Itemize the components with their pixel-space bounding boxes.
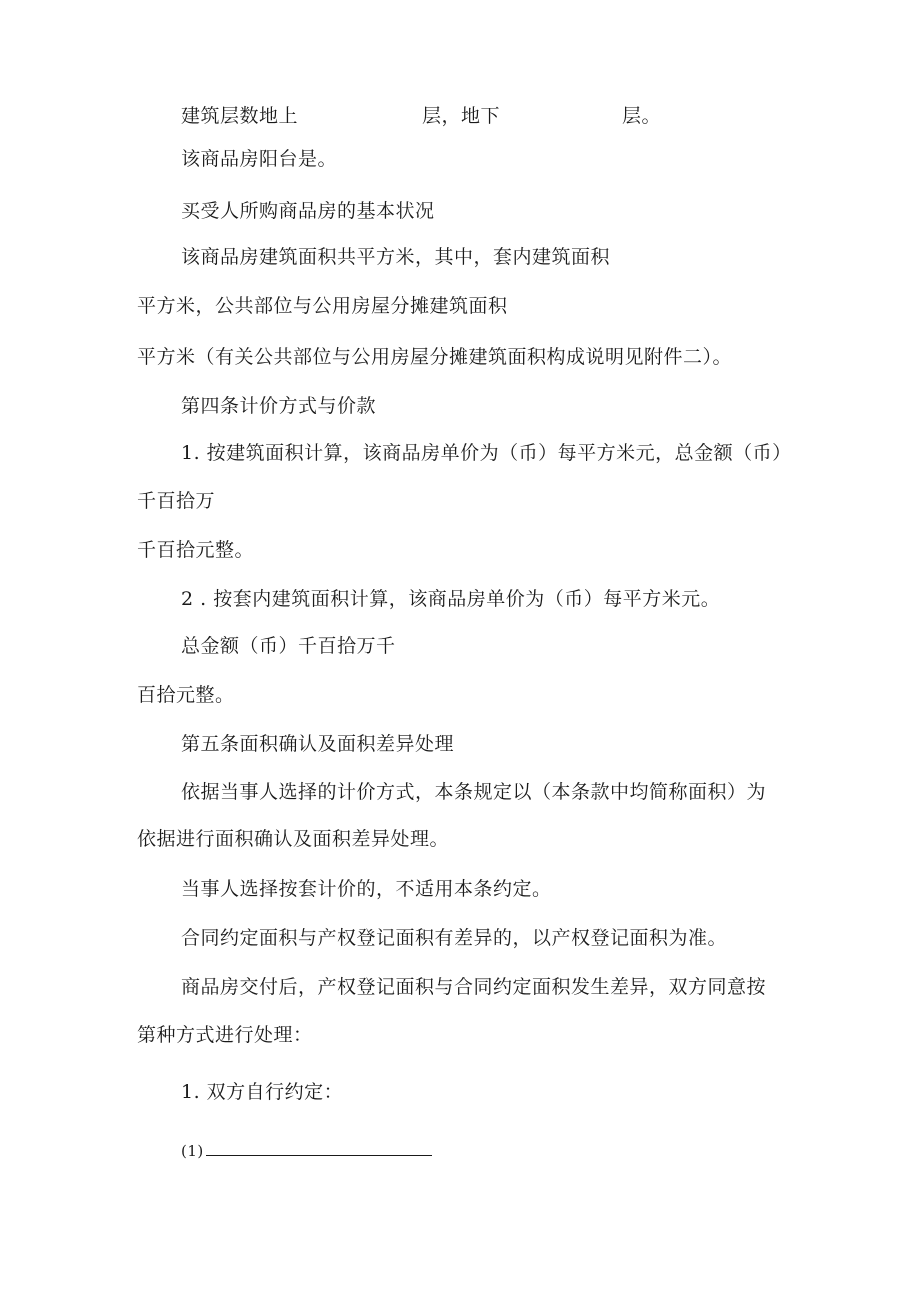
option1-item-line (181, 1137, 432, 1163)
after-delivery-line-2: 第种方式进行处理： (137, 1024, 313, 1046)
after-delivery-line-1: 商品房交付后，产权登记面积与合同约定面积发生差异，双方同意按 (181, 976, 767, 998)
balcony-line: 该商品房阳台是。 (181, 148, 338, 170)
floors-prefix: 建筑层数地上 (181, 105, 299, 127)
price2-line-2: 总金额（币）千百拾万千 (181, 635, 396, 657)
floors-suffix: 层。 (622, 105, 662, 127)
option1-item-number: (1) (181, 1142, 204, 1160)
article4-title: 第四条计价方式与价款 (181, 395, 377, 417)
area-line-3: 平方米（有关公共部位与公用房屋分摊建筑面积构成说明见附件二）。 (137, 346, 733, 368)
article5-title: 第五条面积确认及面积差异处理 (181, 733, 455, 755)
floors-middle: 层，地下 (422, 105, 501, 127)
section-basic-heading: 买受人所购商品房的基本状况 (181, 200, 435, 222)
area-line-2: 平方米，公共部位与公用房屋分摊建筑面积 (137, 295, 508, 317)
basis-line-2: 依据进行面积确认及面积差异处理。 (137, 828, 450, 850)
price2-line-1: 2 . 按套内建筑面积计算，该商品房单价为（币）每平方米元。 (181, 588, 721, 610)
area-line-1: 该商品房建筑面积共平方米，其中，套内建筑面积 (181, 246, 611, 268)
option1-line: 1. 双方自行约定： (181, 1081, 344, 1103)
price1-line-1: 1. 按建筑面积计算，该商品房单价为（币）每平方米元，总金额（币） (181, 442, 792, 464)
basis-line-1: 依据当事人选择的计价方式，本条规定以（本条款中均简称面积）为 (181, 781, 767, 803)
option1-item-blank[interactable] (206, 1137, 432, 1156)
not-apply-line: 当事人选择按套计价的，不适用本条约定。 (181, 878, 552, 900)
price1-line-3: 千百拾元整。 (137, 539, 255, 561)
floors-line (181, 104, 661, 128)
price1-line-2: 千百拾万 (137, 490, 216, 512)
registration-rule-line: 合同约定面积与产权登记面积有差异的，以产权登记面积为准。 (181, 927, 728, 949)
price2-line-3: 百拾元整。 (137, 684, 235, 706)
